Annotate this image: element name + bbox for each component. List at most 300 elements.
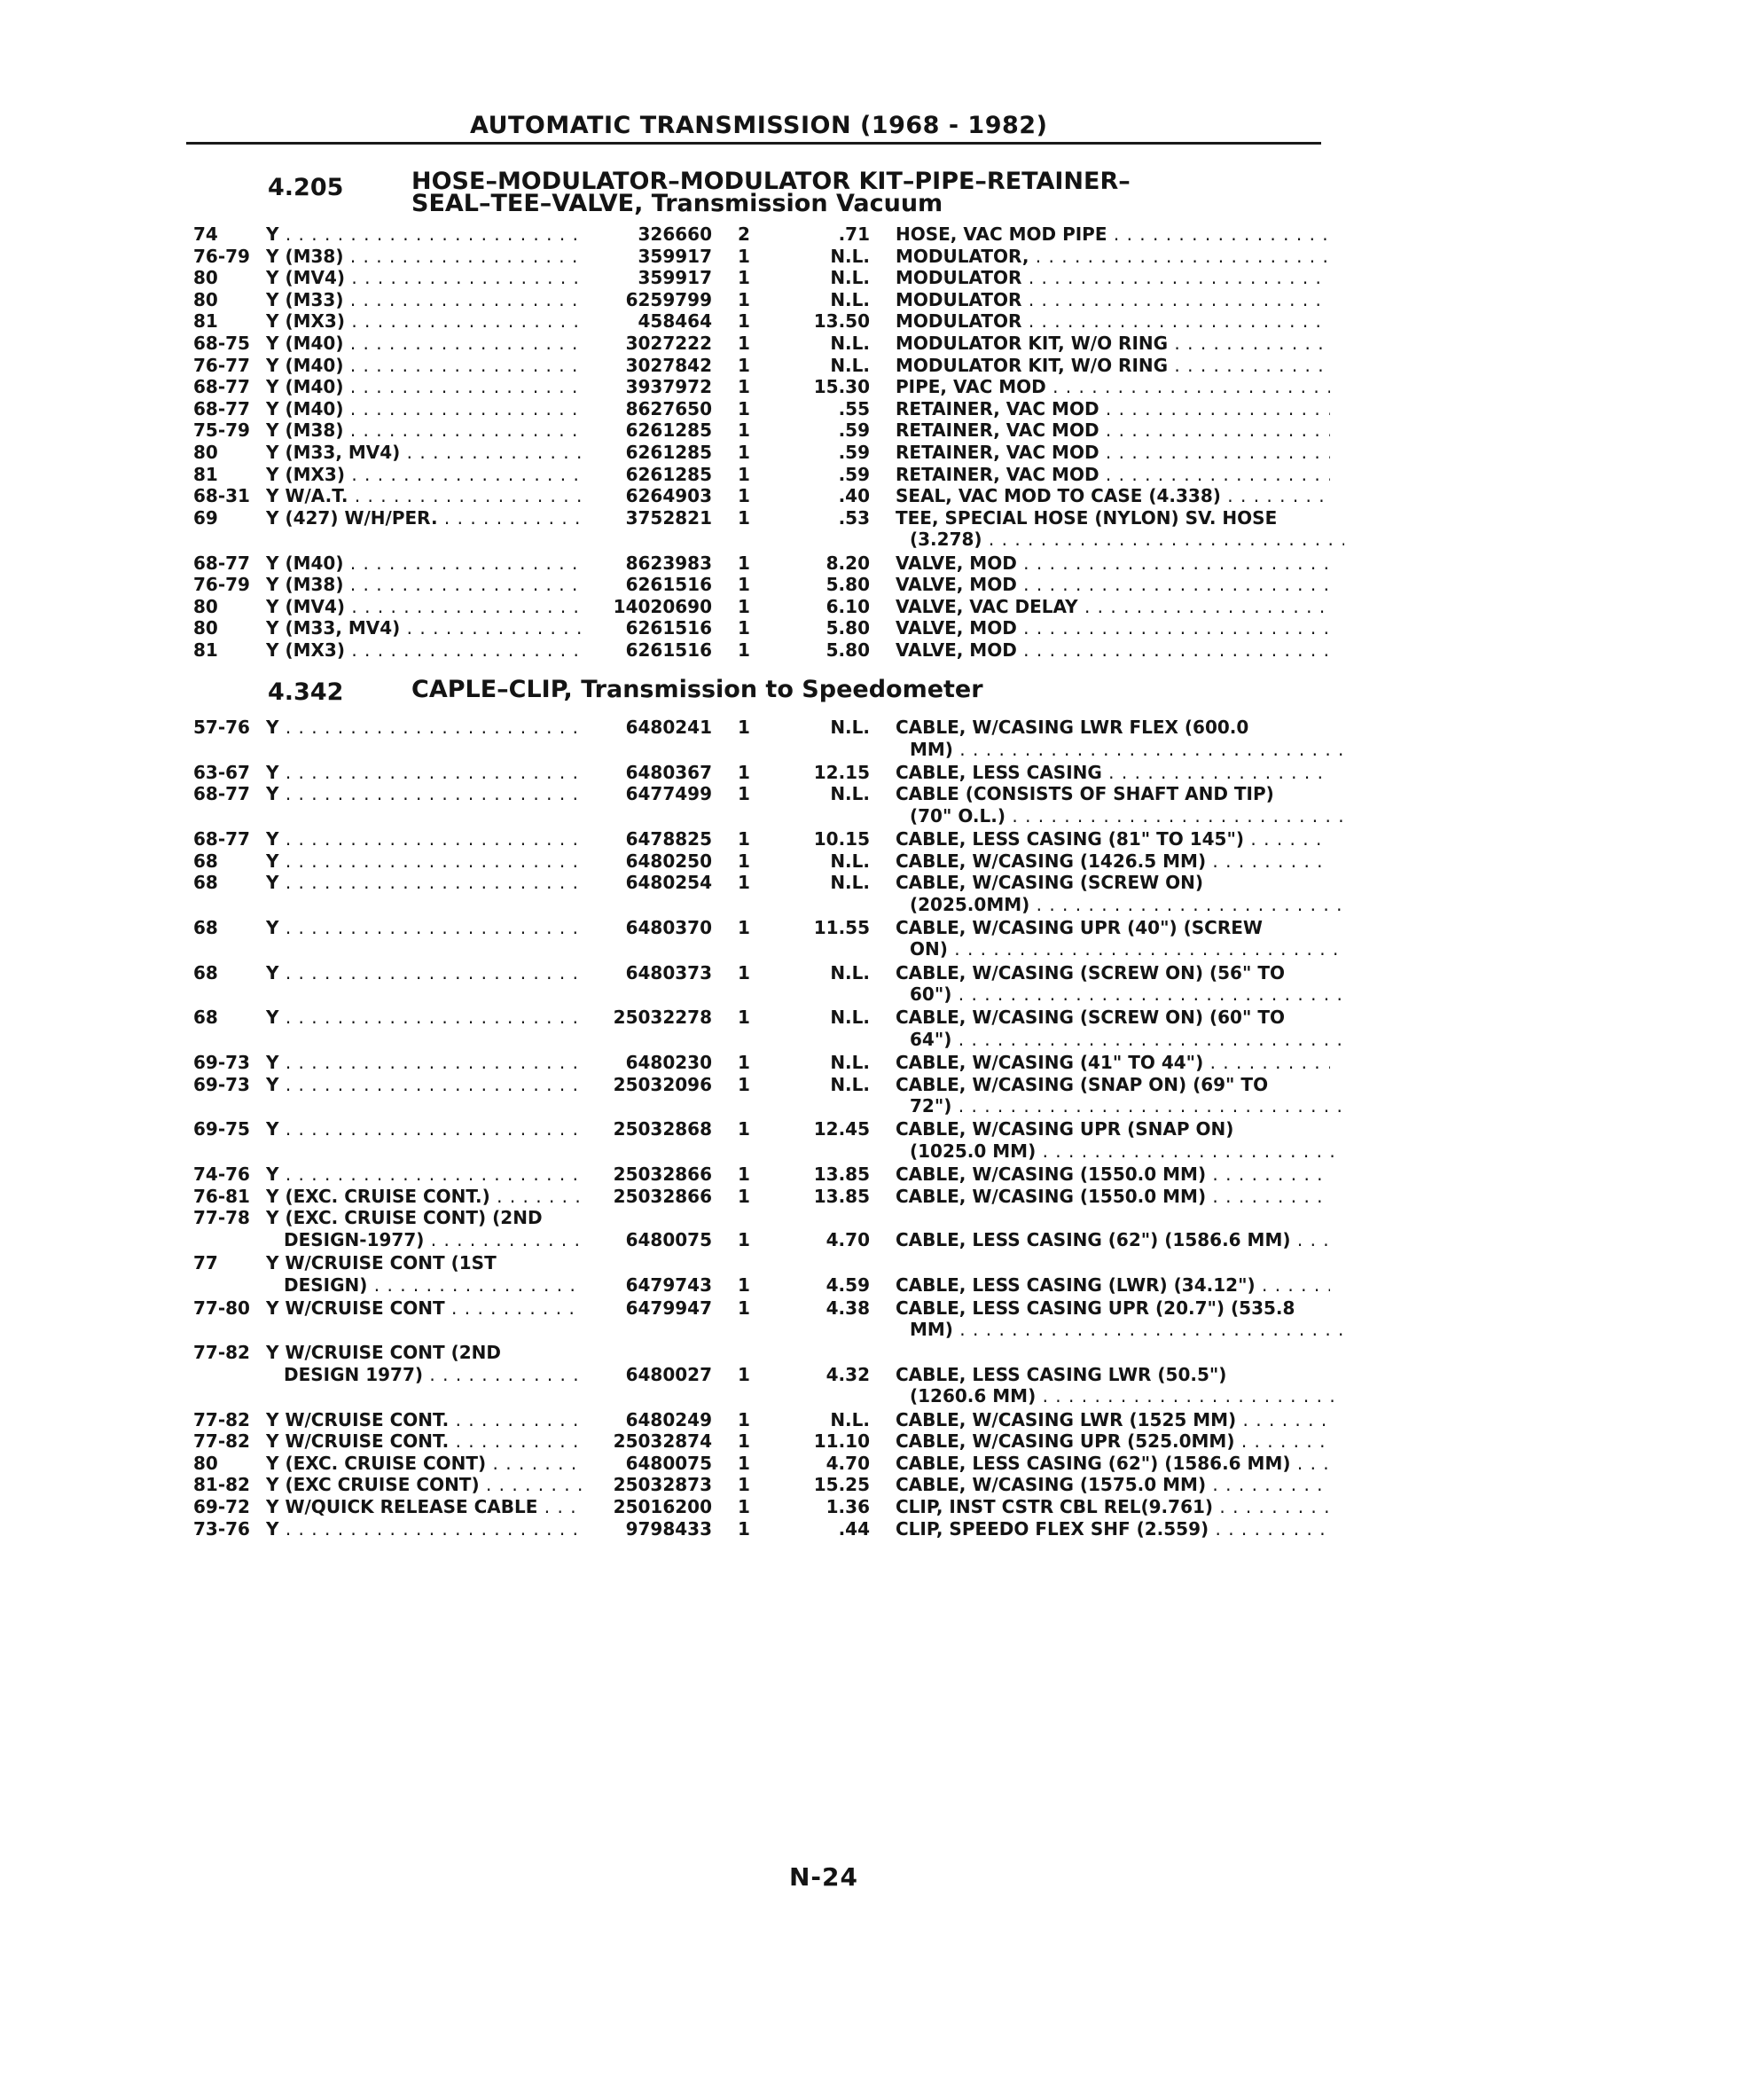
part-number: 6261285 <box>625 419 712 442</box>
quantity: 1 <box>738 1363 750 1385</box>
description: CABLE, W/CASING (1550.0 MM) . . . <box>896 1164 1330 1185</box>
quantity: 1 <box>738 1228 750 1250</box>
table-row-values <box>0 574 1745 597</box>
quantity: 1 <box>738 1408 750 1430</box>
model-year: 80 <box>193 442 218 463</box>
quantity: 1 <box>738 506 750 529</box>
part-number: 6480249 <box>625 1408 712 1430</box>
description: CABLE, W/CASING (1550.0 MM) . . . <box>896 1186 1330 1207</box>
description: CABLE, W/CASING UPR (525.0MM) . . . <box>896 1430 1330 1452</box>
quantity: 1 <box>738 397 750 419</box>
price: N.L. <box>830 1073 870 1095</box>
price: .71 <box>838 223 870 245</box>
table-row-values <box>0 916 1745 960</box>
table-row-values <box>0 442 1745 465</box>
application: Y (MX3) . . . <box>266 310 583 332</box>
model-year: 68-77 <box>193 783 250 805</box>
page-title: AUTOMATIC TRANSMISSION (1968 - 1982) <box>470 112 1048 139</box>
table-row-values <box>0 552 1745 576</box>
description: VALVE, MOD . . . <box>896 617 1330 639</box>
table-row-values <box>0 1409 1745 1432</box>
table-row-values <box>0 1007 1745 1050</box>
description: RETAINER, VAC MOD . . . <box>896 419 1330 441</box>
quantity: 1 <box>738 828 750 850</box>
application: Y (MX3) . . . <box>266 464 583 485</box>
application: Y (M38) . . . <box>266 246 583 267</box>
quantity: 1 <box>738 761 750 783</box>
quantity: 1 <box>738 1185 750 1207</box>
table-row <box>0 1252 1745 1275</box>
description: HOSE, VAC MOD PIPE . . . <box>896 223 1330 245</box>
quantity: 1 <box>738 961 750 983</box>
section-title <box>411 170 1131 215</box>
model-year: 68 <box>193 1007 218 1029</box>
table-row-values <box>0 310 1745 333</box>
price: 13.50 <box>813 310 870 333</box>
price: N.L. <box>830 333 870 354</box>
price: N.L. <box>830 961 870 983</box>
quantity: 1 <box>738 354 750 376</box>
quantity: 1 <box>738 288 750 310</box>
application-continued: DESIGN-1977) . . . <box>284 1229 583 1250</box>
part-number: 3752821 <box>625 506 712 529</box>
table-row-values <box>0 1164 1745 1187</box>
model-year: 69 <box>193 506 218 529</box>
model-year: 69-73 <box>193 1052 250 1073</box>
application: Y (M33) . . . <box>266 289 583 310</box>
model-year: 73-76 <box>193 1517 250 1540</box>
price: N.L. <box>830 288 870 310</box>
application: Y W/CRUISE CONT. . . . <box>266 1409 583 1430</box>
part-number: 6480254 <box>625 872 712 894</box>
model-year: 68-77 <box>193 552 250 574</box>
quantity: 1 <box>738 1474 750 1496</box>
table-row <box>0 1342 1745 1365</box>
description: VALVE, MOD . . . <box>896 574 1330 595</box>
model-year: 74-76 <box>193 1164 250 1185</box>
part-number: 9798433 <box>625 1517 712 1540</box>
table-row-values <box>0 1073 1745 1117</box>
model-year: 80 <box>193 595 218 617</box>
application: Y (427) W/H/PER. . . . <box>266 507 583 529</box>
application: Y (M40) . . . <box>266 376 583 397</box>
table-row-values <box>0 872 1745 915</box>
part-number: 3027222 <box>625 333 712 354</box>
quantity: 1 <box>738 1273 750 1296</box>
part-number: 25032096 <box>613 1073 712 1095</box>
price: 4.70 <box>826 1452 870 1474</box>
price: N.L. <box>830 717 870 738</box>
model-year: 68-75 <box>193 333 250 354</box>
table-row-values <box>0 1274 1745 1297</box>
table-row-values <box>0 783 1745 827</box>
description: CABLE, LESS CASING LWR (50.5") <box>896 1363 1227 1385</box>
part-number: 25016200 <box>613 1496 712 1517</box>
application: Y . . . <box>266 1007 583 1028</box>
table-row-values <box>0 762 1745 785</box>
price: N.L. <box>830 850 870 872</box>
section-title-line: CAPLE–CLIP, Transmission to Speedometer <box>411 676 983 703</box>
application: Y . . . <box>266 717 583 738</box>
table-row-values <box>0 246 1745 269</box>
quantity: 1 <box>738 1007 750 1029</box>
model-year: 80 <box>193 1452 218 1474</box>
description: CLIP, SPEEDO FLEX SHF (2.559) . . . <box>896 1518 1330 1540</box>
price: .53 <box>838 506 870 529</box>
part-number: 6261516 <box>625 617 712 639</box>
part-number: 25032866 <box>613 1185 712 1207</box>
application: Y (EXC CRUISE CONT) . . . <box>266 1474 583 1495</box>
part-number: 359917 <box>638 267 712 289</box>
part-number: 6261516 <box>625 574 712 596</box>
table-row-values <box>0 1474 1745 1497</box>
quantity: 1 <box>738 850 750 872</box>
part-number: 6480027 <box>625 1363 712 1385</box>
table-row-values <box>0 639 1745 662</box>
page-header <box>186 110 1321 145</box>
part-number: 326660 <box>638 223 712 245</box>
model-year: 81 <box>193 639 218 661</box>
table-row-values <box>0 1229 1745 1252</box>
price: .59 <box>838 442 870 463</box>
part-number: 6479743 <box>625 1273 712 1296</box>
table-row-values <box>0 464 1745 487</box>
table-row-values <box>0 267 1745 290</box>
quantity: 1 <box>738 1297 750 1319</box>
price: 13.85 <box>813 1185 870 1207</box>
application: Y . . . <box>266 1118 583 1140</box>
part-number: 6264903 <box>625 485 712 507</box>
description: CLIP, INST CSTR CBL REL(9.761) . . . <box>896 1496 1330 1517</box>
table-row-values <box>0 1118 1745 1162</box>
description: CABLE, LESS CASING . . . <box>896 762 1330 783</box>
quantity: 2 <box>738 223 750 245</box>
description: CABLE, W/CASING UPR (40") (SCREW <box>896 916 1263 938</box>
quantity: 1 <box>738 717 750 738</box>
table-row-values <box>0 717 1745 760</box>
description: TEE, SPECIAL HOSE (NYLON) SV. HOSE <box>896 506 1278 529</box>
table-row-values <box>0 850 1745 874</box>
price: 6.10 <box>826 595 870 617</box>
description: MODULATOR . . . <box>896 267 1330 288</box>
description: CABLE (CONSISTS OF SHAFT AND TIP) <box>896 783 1274 805</box>
application: Y . . . <box>266 1518 583 1540</box>
model-year: 80 <box>193 267 218 289</box>
part-number: 6480075 <box>625 1228 712 1250</box>
part-number: 6259799 <box>625 288 712 310</box>
part-number: 6261285 <box>625 463 712 485</box>
table-row-values <box>0 1297 1745 1341</box>
table-row-values <box>0 1430 1745 1454</box>
description: PIPE, VAC MOD . . . <box>896 376 1330 397</box>
table-row-values <box>0 1052 1745 1075</box>
description: MODULATOR KIT, W/O RING . . . <box>896 333 1330 354</box>
model-year: 77-82 <box>193 1342 250 1364</box>
price: N.L. <box>830 354 870 376</box>
table-row-values <box>0 506 1745 551</box>
price: 4.38 <box>826 1297 870 1319</box>
model-year: 68 <box>193 961 218 983</box>
model-year: 68 <box>193 916 218 938</box>
part-number: 6480230 <box>625 1052 712 1073</box>
quantity: 1 <box>738 463 750 485</box>
application: Y (M33, MV4) . . . <box>266 617 583 639</box>
model-year: 75-79 <box>193 419 250 442</box>
part-number: 6477499 <box>625 783 712 805</box>
price: N.L. <box>830 1007 870 1029</box>
price: .59 <box>838 419 870 442</box>
description: VALVE, VAC DELAY . . . <box>896 596 1330 617</box>
part-number: 458464 <box>638 310 712 333</box>
description: (1025.0 MM) . . . <box>910 1140 1344 1162</box>
quantity: 1 <box>738 595 750 617</box>
application: Y (M40) . . . <box>266 552 583 574</box>
application: Y . . . <box>266 850 583 872</box>
description: (3.278) . . . <box>910 529 1344 550</box>
model-year: 76-81 <box>193 1185 250 1207</box>
model-year: 77-82 <box>193 1408 250 1430</box>
price: N.L. <box>830 1052 870 1073</box>
application: Y . . . <box>266 1074 583 1095</box>
application: Y . . . <box>266 917 583 938</box>
quantity: 1 <box>738 485 750 507</box>
table-row-values <box>0 289 1745 312</box>
description: 64") . . . <box>910 1029 1344 1050</box>
description: CABLE, LESS CASING (62") (1586.6 MM) . . . <box>896 1229 1330 1250</box>
application-continued: DESIGN) . . . <box>284 1274 583 1296</box>
table-row-values <box>0 398 1745 421</box>
model-year: 68-31 <box>193 485 250 507</box>
part-number: 8627650 <box>625 397 712 419</box>
part-number: 25032868 <box>613 1118 712 1140</box>
price: 4.59 <box>826 1273 870 1296</box>
application: Y W/A.T. . . . <box>266 485 583 506</box>
price: .55 <box>838 397 870 419</box>
application: Y W/CRUISE CONT (1ST <box>266 1251 497 1273</box>
application: Y (MX3) . . . <box>266 639 583 661</box>
application: Y (EXC. CRUISE CONT) (2ND <box>266 1207 543 1229</box>
application: Y . . . <box>266 962 583 983</box>
application: Y . . . <box>266 783 583 804</box>
model-year: 77-82 <box>193 1430 250 1453</box>
price: N.L. <box>830 872 870 894</box>
price: 10.15 <box>813 828 870 850</box>
quantity: 1 <box>738 267 750 289</box>
quantity: 1 <box>738 574 750 596</box>
price: 4.70 <box>826 1228 870 1250</box>
table-row-values <box>0 1496 1745 1519</box>
price: 13.85 <box>813 1164 870 1185</box>
description: (1260.6 MM) . . . <box>910 1385 1344 1407</box>
part-number: 6480367 <box>625 761 712 783</box>
quantity: 1 <box>738 916 750 938</box>
description: (70" O.L.) . . . <box>910 805 1344 827</box>
model-year: 69-75 <box>193 1118 250 1140</box>
price: N.L. <box>830 1408 870 1430</box>
description: MODULATOR . . . <box>896 310 1330 332</box>
quantity: 1 <box>738 442 750 463</box>
section-title <box>411 678 983 701</box>
quantity: 1 <box>738 333 750 354</box>
model-year: 68 <box>193 872 218 894</box>
table-row-values <box>0 617 1745 640</box>
part-number: 25032873 <box>613 1474 712 1496</box>
description: MODULATOR, . . . <box>896 246 1330 267</box>
quantity: 1 <box>738 617 750 639</box>
quantity: 1 <box>738 872 750 894</box>
description: CABLE, W/CASING (SCREW ON) <box>896 872 1204 894</box>
description: CABLE, W/CASING LWR FLEX (600.0 <box>896 717 1249 738</box>
part-number: 6480370 <box>625 916 712 938</box>
table-row-values <box>0 1518 1745 1541</box>
price: 8.20 <box>826 552 870 574</box>
section-number: 4.342 <box>268 678 344 706</box>
description: CABLE, LESS CASING UPR (20.7") (535.8 <box>896 1297 1295 1319</box>
description: ON) . . . <box>910 938 1344 960</box>
price: N.L. <box>830 267 870 289</box>
price: 5.80 <box>826 617 870 639</box>
application: Y . . . <box>266 223 583 245</box>
quantity: 1 <box>738 376 750 398</box>
quantity: 1 <box>738 1052 750 1073</box>
price: 5.80 <box>826 574 870 596</box>
part-number: 8623983 <box>625 552 712 574</box>
part-number: 6480075 <box>625 1452 712 1474</box>
description: CABLE, W/CASING (SCREW ON) (60" TO <box>896 1007 1286 1029</box>
application: Y (M40) . . . <box>266 355 583 376</box>
table-row-values <box>0 1186 1745 1209</box>
description: CABLE, LESS CASING (81" TO 145") . . . <box>896 828 1330 850</box>
table-row <box>0 1207 1745 1230</box>
table-row-values <box>0 828 1745 851</box>
description: 72") . . . <box>910 1095 1344 1117</box>
description: MM) . . . <box>910 1319 1344 1340</box>
model-year: 68-77 <box>193 376 250 398</box>
application: Y . . . <box>266 1052 583 1073</box>
application: Y (M38) . . . <box>266 574 583 595</box>
application: Y (M33, MV4) . . . <box>266 442 583 463</box>
application: Y (M40) . . . <box>266 398 583 419</box>
section-title-line: HOSE–MODULATOR–MODULATOR KIT–PIPE–RETAINER– <box>411 168 1131 195</box>
model-year: 80 <box>193 288 218 310</box>
description: VALVE, MOD . . . <box>896 639 1330 661</box>
quantity: 1 <box>738 1452 750 1474</box>
part-number: 6480241 <box>625 717 712 738</box>
description: MODULATOR . . . <box>896 289 1330 310</box>
application: Y W/CRUISE CONT (2ND <box>266 1342 502 1364</box>
part-number: 6261285 <box>625 442 712 463</box>
price: N.L. <box>830 783 870 805</box>
description: SEAL, VAC MOD TO CASE (4.338) . . . <box>896 485 1330 506</box>
price: 4.32 <box>826 1363 870 1385</box>
description: CABLE, W/CASING (1426.5 MM) . . . <box>896 850 1330 872</box>
quantity: 1 <box>738 1430 750 1453</box>
description: RETAINER, VAC MOD . . . <box>896 398 1330 419</box>
description: CABLE, W/CASING (SNAP ON) (69" TO <box>896 1073 1269 1095</box>
quantity: 1 <box>738 310 750 333</box>
price: .40 <box>838 485 870 507</box>
price: 11.10 <box>813 1430 870 1453</box>
model-year: 74 <box>193 223 218 245</box>
price: 15.30 <box>813 376 870 398</box>
description: MODULATOR KIT, W/O RING . . . <box>896 355 1330 376</box>
description: CABLE, W/CASING LWR (1525 MM) . . . <box>896 1409 1330 1430</box>
application: Y (EXC. CRUISE CONT) . . . <box>266 1453 583 1474</box>
model-year: 77-78 <box>193 1207 250 1229</box>
table-row-values <box>0 333 1745 356</box>
part-number: 6480373 <box>625 961 712 983</box>
section-number: 4.205 <box>268 174 344 201</box>
model-year: 81-82 <box>193 1474 250 1496</box>
part-number: 6261516 <box>625 639 712 661</box>
price: 12.15 <box>813 761 870 783</box>
price: N.L. <box>830 245 870 267</box>
price: 1.36 <box>826 1496 870 1517</box>
application: Y . . . <box>266 828 583 850</box>
model-year: 57-76 <box>193 717 250 738</box>
model-year: 68-77 <box>193 397 250 419</box>
application: Y . . . <box>266 1164 583 1185</box>
price: .59 <box>838 463 870 485</box>
application: Y W/CRUISE CONT . . . <box>266 1297 583 1319</box>
quantity: 1 <box>738 1073 750 1095</box>
table-row-values <box>0 1453 1745 1476</box>
part-number: 25032278 <box>613 1007 712 1029</box>
application: Y (M38) . . . <box>266 419 583 441</box>
model-year: 76-77 <box>193 354 250 376</box>
table-row-values <box>0 419 1745 443</box>
application: Y (MV4) . . . <box>266 267 583 288</box>
description: (2025.0MM) . . . <box>910 894 1344 915</box>
table-row-values <box>0 596 1745 619</box>
description: CABLE, W/CASING (SCREW ON) (56" TO <box>896 961 1286 983</box>
application: Y W/CRUISE CONT. . . . <box>266 1430 583 1452</box>
application: Y (MV4) . . . <box>266 596 583 617</box>
table-row-values <box>0 355 1745 378</box>
quantity: 1 <box>738 419 750 442</box>
description: CABLE, LESS CASING (LWR) (34.12") . . . <box>896 1274 1330 1296</box>
table-row-values <box>0 485 1745 508</box>
description: MM) . . . <box>910 739 1344 760</box>
description: CABLE, W/CASING UPR (SNAP ON) <box>896 1118 1234 1140</box>
part-number: 25032874 <box>613 1430 712 1453</box>
application: Y . . . <box>266 762 583 783</box>
part-number: 14020690 <box>613 595 712 617</box>
description: VALVE, MOD . . . <box>896 552 1330 574</box>
description: RETAINER, VAC MOD . . . <box>896 442 1330 463</box>
description: CABLE, LESS CASING (62") (1586.6 MM) . . . <box>896 1453 1330 1474</box>
quantity: 1 <box>738 1118 750 1140</box>
quantity: 1 <box>738 1164 750 1185</box>
price: .44 <box>838 1517 870 1540</box>
table-row-values <box>0 376 1745 399</box>
application: Y (M40) . . . <box>266 333 583 354</box>
price: 15.25 <box>813 1474 870 1496</box>
model-year: 76-79 <box>193 574 250 596</box>
model-year: 68 <box>193 850 218 872</box>
price: 5.80 <box>826 639 870 661</box>
model-year: 77 <box>193 1251 218 1273</box>
part-number: 6478825 <box>625 828 712 850</box>
application: Y (EXC. CRUISE CONT.) . . . <box>266 1186 583 1207</box>
application: Y W/QUICK RELEASE CABLE . . . <box>266 1496 583 1517</box>
quantity: 1 <box>738 552 750 574</box>
application-continued: DESIGN 1977) . . . <box>284 1364 583 1385</box>
part-number: 6479947 <box>625 1297 712 1319</box>
part-number: 3027842 <box>625 354 712 376</box>
model-year: 69-73 <box>193 1073 250 1095</box>
quantity: 1 <box>738 639 750 661</box>
